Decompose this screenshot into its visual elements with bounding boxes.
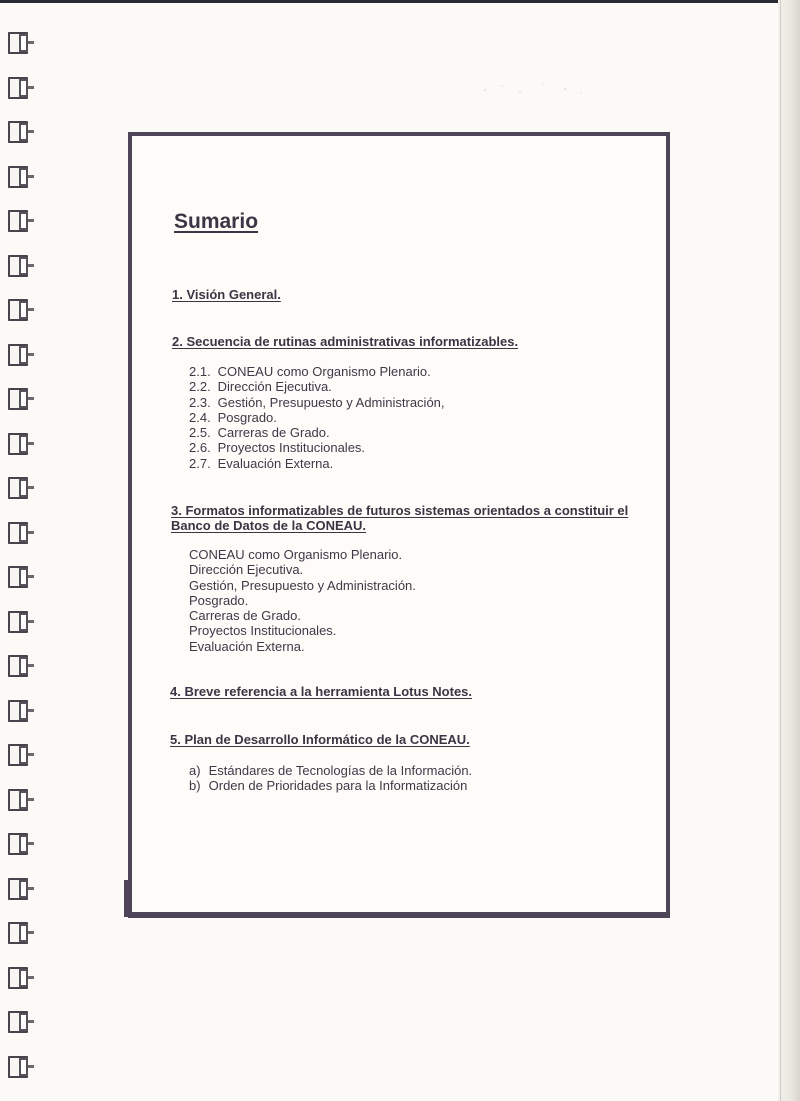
binding-ring [8, 522, 30, 544]
list-item: 2.1. CONEAU como Organismo Plenario. [189, 364, 431, 379]
list-item: Proyectos Institucionales. [189, 623, 337, 639]
section-3-list [189, 547, 416, 654]
section-5-list [189, 763, 472, 794]
binding-ring [8, 744, 30, 766]
binding-ring [8, 967, 30, 989]
binding-ring [8, 210, 30, 232]
binding-ring [8, 477, 30, 499]
binding-ring [8, 433, 30, 455]
list-item: Evaluación Externa. [189, 638, 305, 654]
binding-ring [8, 566, 30, 588]
frame-left-shadow [124, 880, 128, 917]
page-right-edge [778, 0, 800, 1101]
section-5-heading: 5. Plan de Desarrollo Informático de la CONEAU. [170, 732, 470, 747]
list-item: Gestión, Presupuesto y Administración. [189, 577, 416, 593]
list-item: 2.2. Dirección Ejecutiva. [189, 379, 332, 395]
binding-ring [8, 77, 30, 99]
section-3-heading-line1: 3. Formatos informatizables de futuros sistemas orientados a constituir el [171, 503, 629, 518]
binding-ring [8, 166, 30, 188]
list-item: Dirección Ejecutiva. [189, 562, 304, 578]
scan-top-edge [0, 0, 800, 3]
binding-ring [8, 388, 30, 410]
list-item: Carreras de Grado. [189, 608, 301, 624]
document-title: Sumario [174, 210, 259, 233]
binding-ring [8, 1011, 30, 1033]
list-item: a) Estándares de Tecnologías de la Información. [189, 763, 473, 778]
list-item: 2.7. Evaluación Externa. [189, 455, 334, 471]
binding-ring [8, 344, 30, 366]
binding-ring [8, 655, 30, 677]
binding-ring [8, 1056, 30, 1078]
binding-ring [8, 700, 30, 722]
list-item: CONEAU como Organismo Plenario. [189, 547, 403, 562]
spiral-binding [0, 0, 40, 1101]
section-3-heading-line2: Banco de Datos de la CONEAU. [171, 518, 367, 533]
binding-ring [8, 299, 30, 321]
binding-ring [8, 833, 30, 855]
section-1-heading: 1. Visión General. [172, 287, 281, 302]
list-item: 2.6. Proyectos Institucionales. [189, 440, 366, 456]
section-2-heading: 2. Secuencia de rutinas administrativas informatizables. [172, 334, 519, 349]
binding-ring [8, 611, 30, 633]
section-4-heading: 4. Breve referencia a la herramienta Lotus Notes. [170, 684, 473, 699]
scan-speckles [480, 78, 600, 98]
binding-ring [8, 32, 30, 54]
list-item: 2.3. Gestión, Presupuesto y Administración, [189, 394, 445, 410]
list-item: 2.5. Carreras de Grado. [189, 425, 330, 441]
binding-ring [8, 922, 30, 944]
list-item: 2.4. Posgrado. [189, 409, 277, 425]
frame-bottom-shadow [124, 912, 670, 917]
list-item: b) Orden de Prioridades para la Informatización [189, 778, 468, 794]
binding-ring [8, 121, 30, 143]
list-item: Posgrado. [189, 592, 249, 608]
binding-ring [8, 789, 30, 811]
section-2-list [189, 364, 445, 471]
binding-ring [8, 878, 30, 900]
binding-ring [8, 255, 30, 277]
